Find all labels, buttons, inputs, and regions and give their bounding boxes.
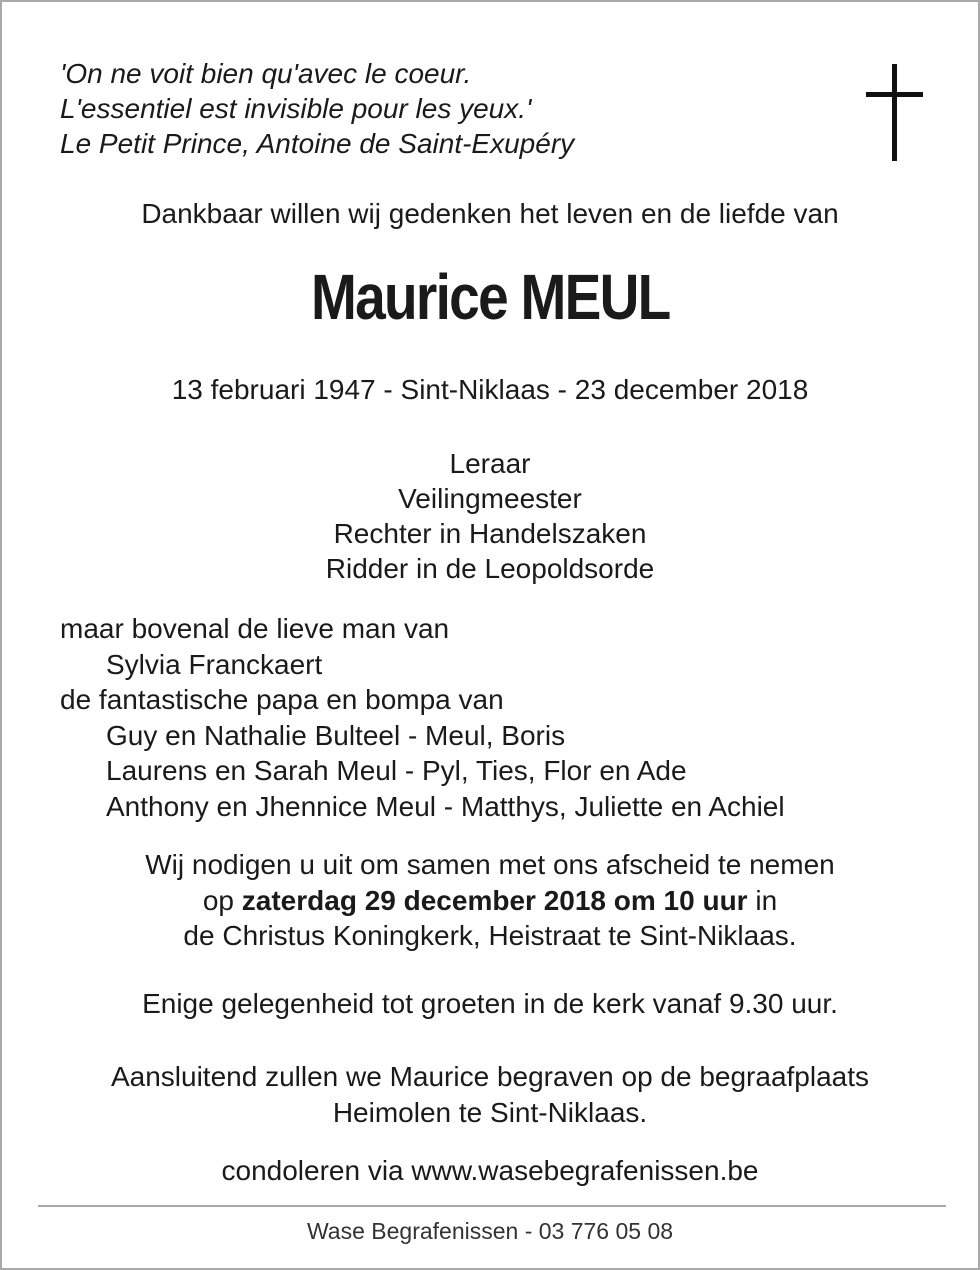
burial-line-1: Aansluitend zullen we Maurice begraven op de begraafplaats: [110, 1061, 870, 1092]
invitation-line-3: de Christus Koningkerk, Heistraat te Sint-Niklaas.: [183, 920, 797, 951]
children-intro: de fantastische papa en bompa van: [60, 684, 504, 715]
child-family: Laurens en Sarah Meul - Pyl, Ties, Flor en Ade: [106, 755, 687, 786]
invitation-pre: op: [202, 884, 242, 916]
ceremony-datetime: zaterdag 29 december 2018 om 10 uur: [241, 884, 748, 916]
quote-line-1: 'On ne voit bien qu'avec le coeur.: [60, 58, 472, 89]
family-list: [60, 611, 785, 824]
title-item: Rechter in Handelszaken: [333, 518, 647, 549]
titles-list: [2, 446, 978, 586]
title-item: Leraar: [449, 448, 531, 479]
invitation-post: in: [747, 884, 778, 916]
footer-divider: [38, 1205, 946, 1207]
spouse-name: Sylvia Franckaert: [106, 648, 323, 680]
deceased-name: Maurice MEUL: [310, 261, 670, 333]
visitation-text: Enige gelegenheid tot groeten in de kerk vanaf 9.30 uur.: [142, 988, 838, 1019]
title-item: Ridder in de Leopoldsorde: [325, 553, 655, 584]
intro-text: Dankbaar willen wij gedenken het leven en de liefde van: [141, 198, 839, 229]
footer-contact: Wase Begrafenissen - 03 776 05 08: [306, 1218, 674, 1244]
quote-line-2: L'essentiel est invisible pour les yeux.': [60, 93, 532, 124]
invitation-line-1: Wij nodigen u uit om samen met ons afscheid te nemen: [145, 849, 835, 880]
quote-attribution: Le Petit Prince, Antoine de Saint-Exupéry: [60, 128, 575, 159]
quote-block: [60, 56, 574, 161]
child-family: Anthony en Jhennice Meul - Matthys, Juliette en Achiel: [106, 790, 785, 822]
burial-block: [2, 1059, 978, 1130]
child-family: Guy en Nathalie Bulteel - Meul, Boris: [106, 719, 566, 751]
invitation-line-2: [2, 883, 978, 919]
spouse-intro: maar bovenal de lieve man van: [60, 613, 450, 644]
invitation-block: [2, 847, 978, 954]
burial-line-2: Heimolen te Sint-Niklaas.: [332, 1096, 648, 1128]
life-dates: 13 februari 1947 - Sint-Niklaas - 23 december 2018: [171, 374, 809, 405]
condolences-link[interactable]: condoleren via www.wasebegrafenissen.be: [221, 1155, 759, 1186]
title-item: Veilingmeester: [398, 483, 582, 514]
cross-icon: [866, 64, 924, 162]
